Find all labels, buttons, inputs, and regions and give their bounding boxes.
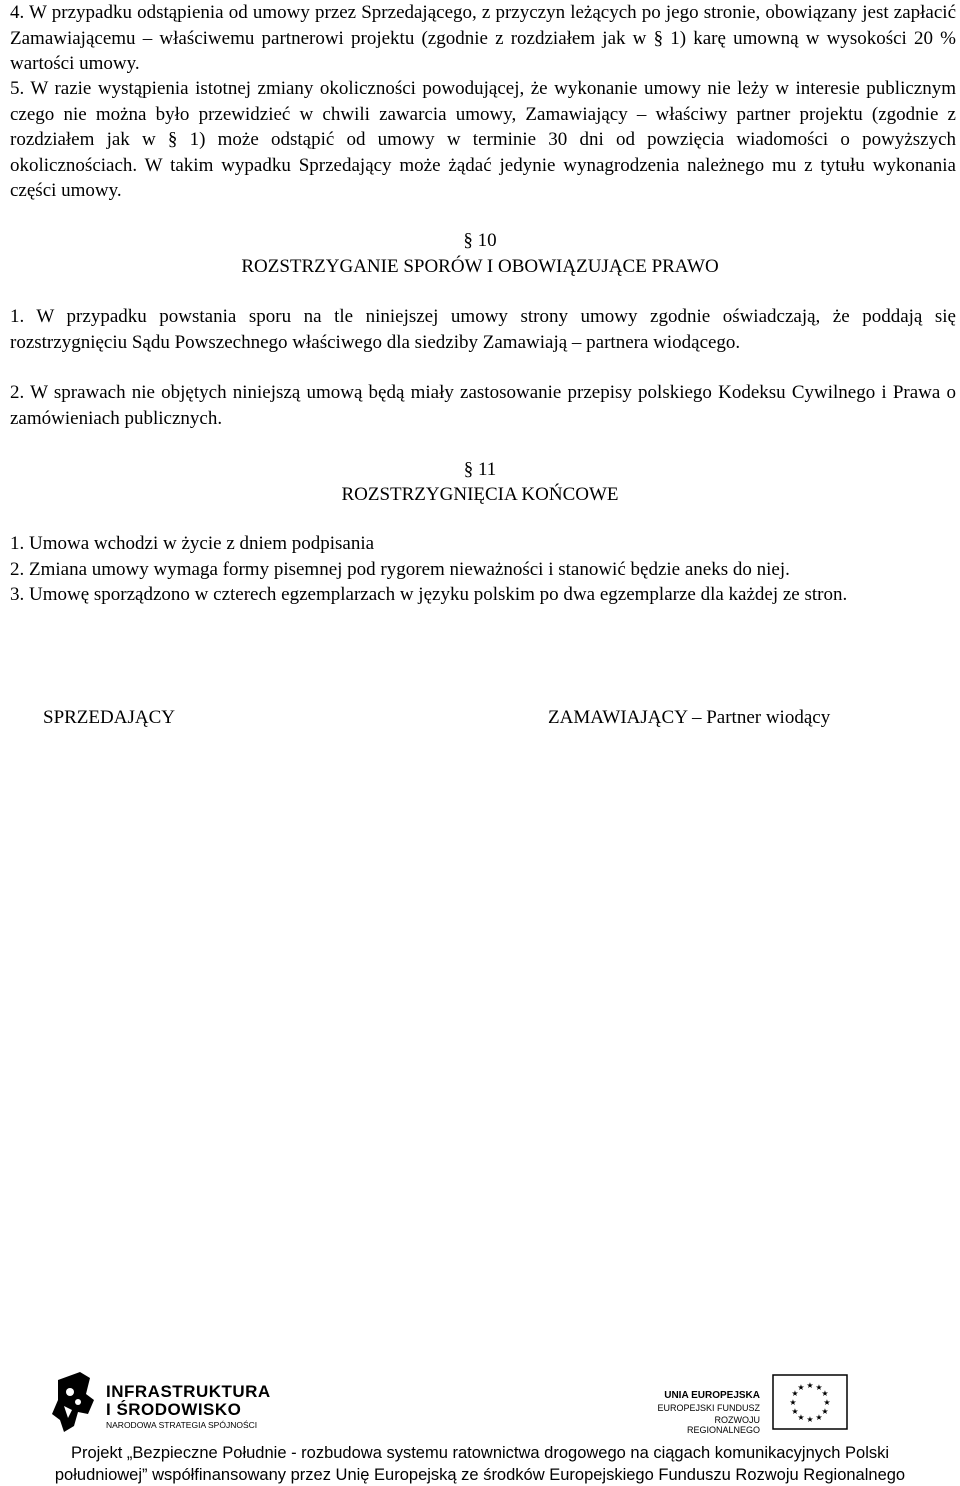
svg-text:★: ★ [806, 1415, 814, 1424]
svg-text:★: ★ [789, 1398, 797, 1407]
svg-text:★: ★ [821, 1389, 829, 1398]
footer-line-1: Projekt „Bezpieczne Południe - rozbudowa systemu ratownictwa drogowego na ciągach komunikacyjnych Polski [70, 1444, 890, 1462]
logo-right-line3: ROZWOJU REGIONALNEGO [686, 1415, 760, 1435]
list-item: 3. Umowę sporządzono w czterech egzemplarzach w języku polskim po dwa egzemplarze dla każdej ze stron. [10, 584, 848, 606]
svg-text:★: ★ [806, 1381, 814, 1390]
logo-left-line1: INFRASTRUKTURA [106, 1382, 271, 1401]
svg-text:★: ★ [821, 1407, 829, 1416]
logo-right-line1: UNIA EUROPEJSKA [664, 1390, 760, 1401]
section-10-paragraph-1: 1. W przypadku powstania sporu na tle niniejszej umowy strony umowy zgodnie oświadczają, że poddają się rozstrzygnięciu Sądu Powszechnego właściwego dla siedziby Zamawiają – partnera wiodącego. [10, 306, 956, 353]
eu-flag-icon [772, 1374, 848, 1430]
svg-text:★: ★ [823, 1398, 831, 1407]
logo-left-line2: I ŚRODOWISKO [106, 1400, 242, 1419]
svg-text:★: ★ [797, 1413, 805, 1422]
signature-buyer: ZAMAWIAJĄCY – Partner wiodący [548, 707, 831, 728]
section-10-number: § 10 [463, 230, 497, 251]
list-item: 1. Umowa wchodzi w życie z dniem podpisania [10, 533, 375, 554]
eu-logo [640, 1372, 880, 1434]
signature-seller: SPRZEDAJĄCY [43, 707, 175, 728]
svg-text:★: ★ [791, 1407, 799, 1416]
logo-right-line2: EUROPEJSKI FUNDUSZ [657, 1403, 760, 1413]
logo-left-line3: NARODOWA STRATEGIA SPÓJNOŚCI [106, 1420, 258, 1430]
paragraph-5: 5. W razie wystąpienia istotnej zmiany okoliczności powodującej, że wykonanie umowy nie leży w interesie publicznym czego nie można było przewidzieć w chwili zawarcia umowy, Zamawiający – właściwy partner projektu (zgodnie z rozdziałem jak w § 1) może odstąpić od umowy w terminie 30 dni od powzięcia wiadomości o powyższych okolicznościach. W takim wypadku Sprzedający może żądać jedynie wynagrodzenia należnego mu z tytułu wykonania części umowy. [10, 78, 956, 202]
infrastruktura-logo [50, 1370, 280, 1432]
section-11-title: ROZSTRZYGNIĘCIA KOŃCOWE [341, 484, 619, 505]
list-item: 2. Zmiana umowy wymaga formy pisemnej pod rygorem nieważności i stanowić będzie aneks do niej. [10, 558, 790, 580]
svg-text:★: ★ [815, 1413, 823, 1422]
footer-line-2: południowej” współfinansowany przez Unię Europejską ze środków Europejskiego Funduszu Rozwoju Regionalnego [54, 1466, 906, 1484]
svg-text:★: ★ [797, 1383, 805, 1392]
section-11-list [10, 531, 956, 608]
section-10-paragraph-2: 2. W sprawach nie objętych niniejszą umową będą miały zastosowanie przepisy polskiego Kodeksu Cywilnego i Prawa o zamówieniach publicznych. [10, 382, 956, 429]
paragraph-4: 4. W przypadku odstąpienia od umowy przez Sprzedającego, z przyczyn leżących po jego stronie, obowiązany jest zapłacić Zamawiającemu – właściwemu partnerowi projektu (zgodnie z rozdziałem jak w § 1) karę umowną w wysokości 20 % wartości umowy. [10, 2, 956, 75]
section-11-number: § 11 [463, 459, 497, 480]
svg-text:★: ★ [791, 1389, 799, 1398]
svg-text:★: ★ [815, 1383, 823, 1392]
nss-emblem-icon [50, 1370, 100, 1436]
section-10-title: ROZSTRZYGANIE SPORÓW I OBOWIĄZUJĄCE PRAWO [241, 256, 719, 277]
